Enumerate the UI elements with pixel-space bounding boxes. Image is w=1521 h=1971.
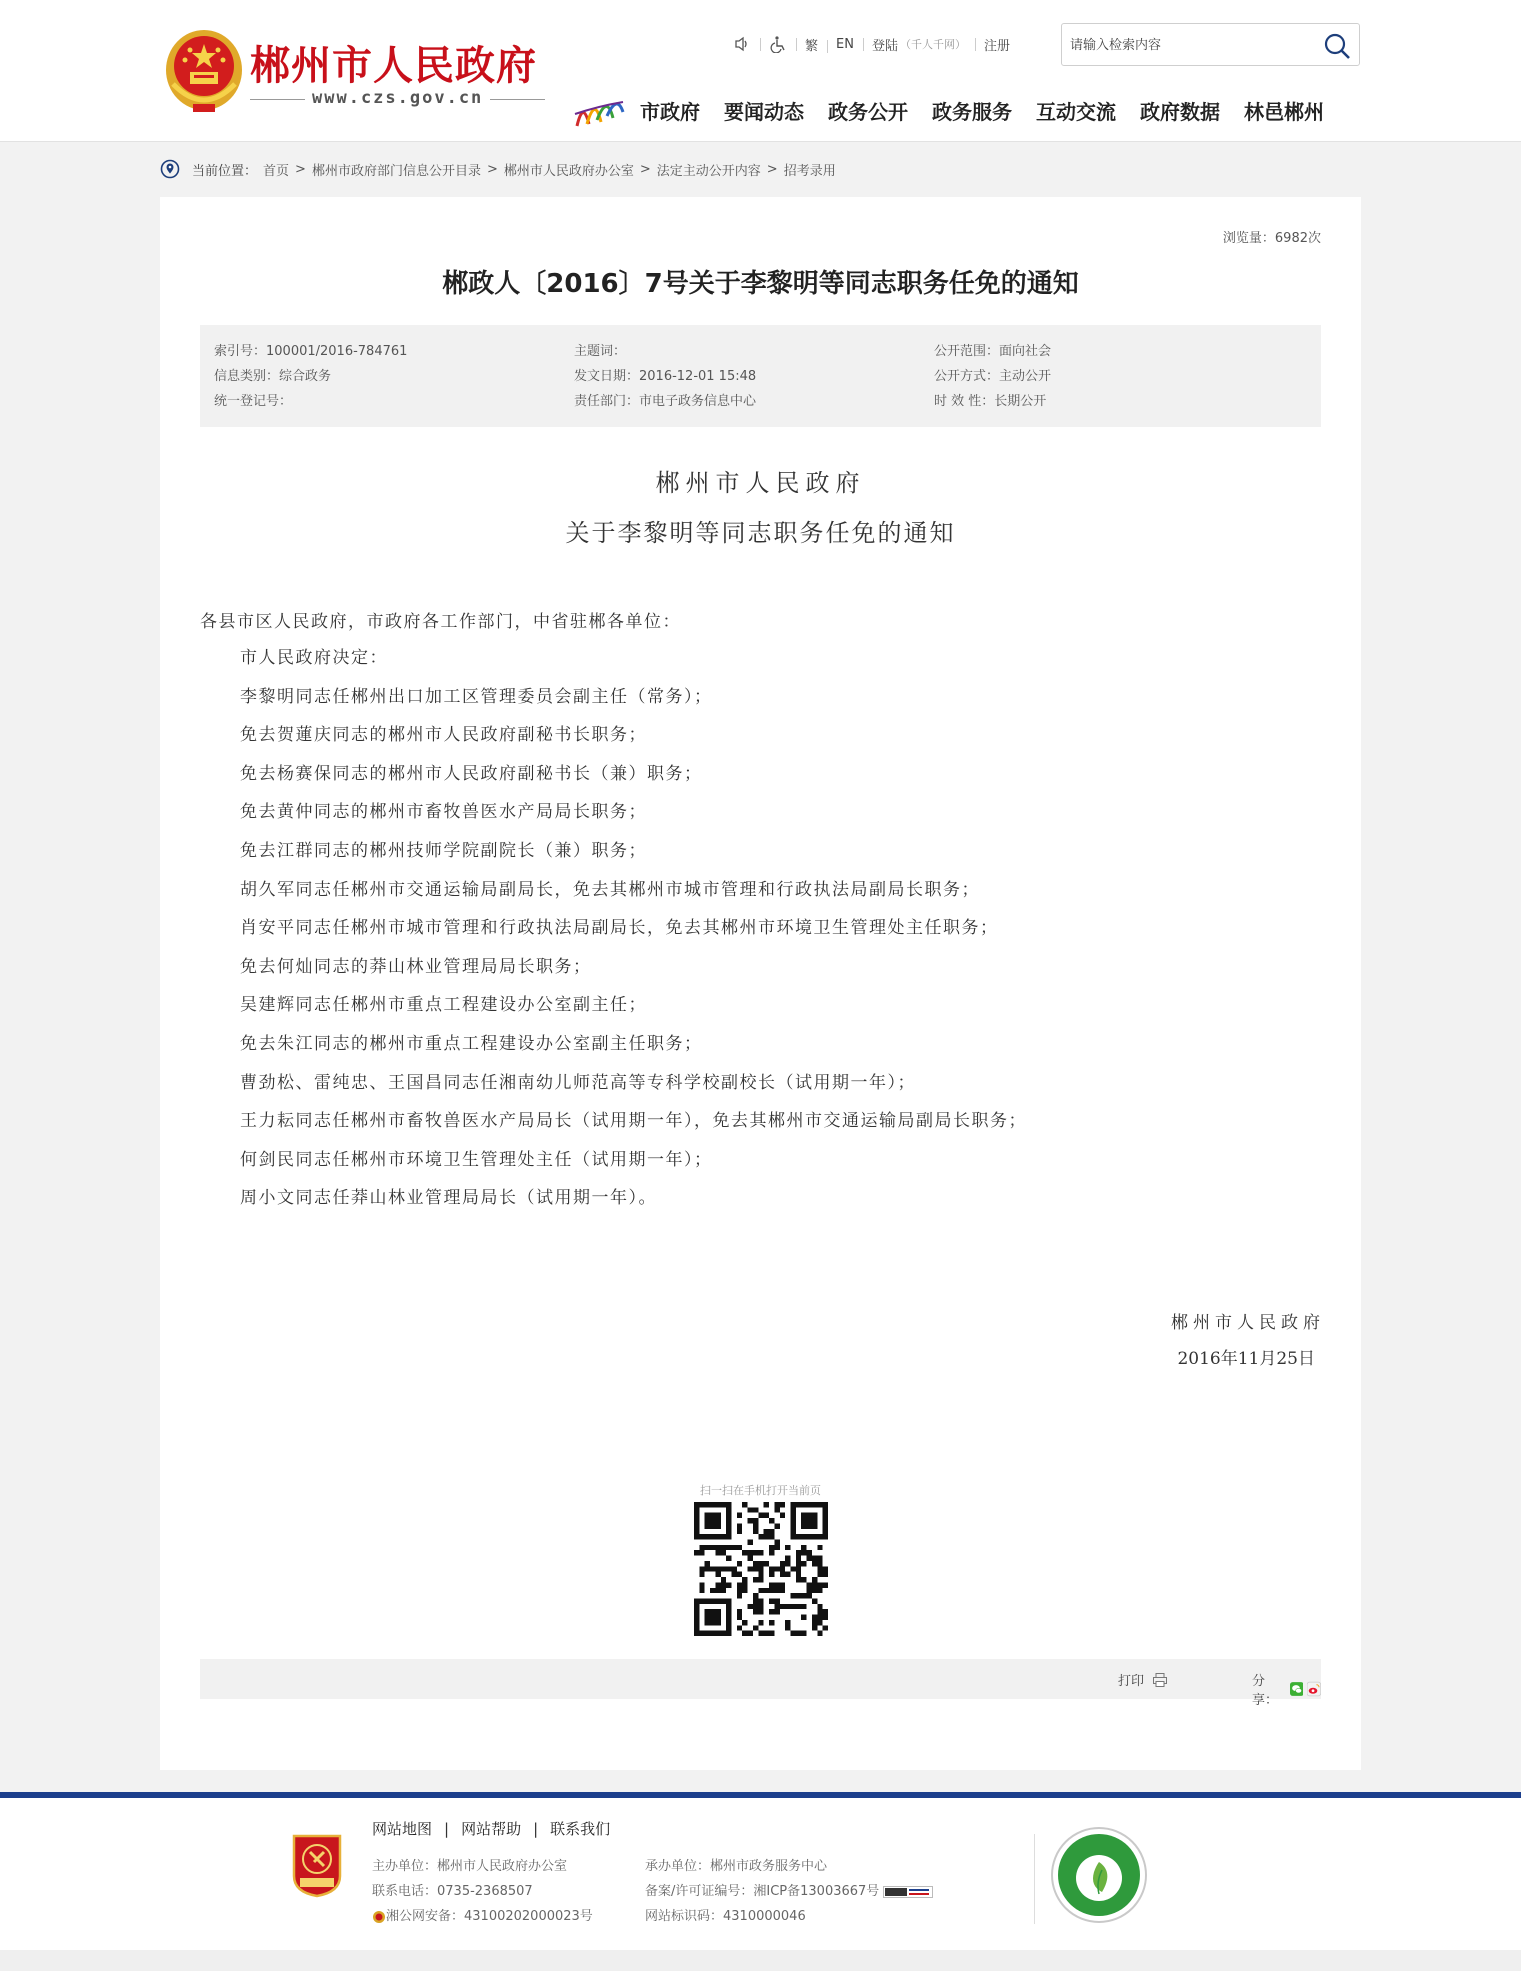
breadcrumb-separator: > [766, 161, 778, 177]
signature-date: 2016年11月25日 [1177, 1349, 1315, 1369]
meta-subject: 主题词： [574, 344, 627, 359]
article-title: 郴政人〔2016〕7号关于李黎明等同志职务任免的通知 [442, 269, 1079, 299]
search-icon[interactable] [1323, 32, 1351, 60]
meta-validity: 时 效 性：长期公开 [934, 394, 1047, 409]
print-button[interactable] [1118, 1670, 1168, 1689]
document-paragraph: 曹劲松、雷纯忠、王国昌同志任湘南幼儿师范高等专科学校副校长（试用期一年）； [240, 1072, 916, 1093]
footer-link-separator: | [444, 1819, 450, 1838]
breadcrumb-government-office[interactable]: 郴州市人民政府办公室 [503, 163, 634, 179]
breadcrumb-label: 当前位置： [192, 163, 258, 179]
document-metadata [200, 325, 1321, 427]
document-paragraph: 胡久军同志任郴州市交通运输局副局长，免去其郴州市城市管理和行政执法局副局长职务； [240, 879, 980, 900]
party-government-badge-icon[interactable] [290, 1832, 344, 1898]
meta-method: 公开方式：主动公开 [934, 369, 1052, 384]
meta-scope: 公开范围：面向社会 [934, 344, 1052, 359]
top-utility-links [724, 34, 1019, 54]
footer-host: 主办单位：郴州市人民政府办公室 [372, 1859, 568, 1874]
document-paragraph: 吴建辉同志任郴州市重点工程建设办公室副主任； [240, 995, 647, 1016]
document-paragraph: 肖安平同志任郴州市城市管理和行政执法局副局长，免去其郴州市环境卫生管理处主任职务； [240, 918, 999, 939]
meta-index-no: 索引号：100001/2016-784761 [214, 344, 408, 359]
bottom-strip [0, 1950, 1521, 1971]
document-paragraph: 免去杨赛保同志的郴州市人民政府副秘书长（兼）职务； [240, 763, 703, 784]
footer-divider [1034, 1834, 1035, 1924]
wechat-icon[interactable] [1290, 1681, 1304, 1697]
login-label: 登陆 [871, 38, 898, 54]
signature-org: 郴州市人民政府 [1171, 1313, 1325, 1333]
document-body [200, 605, 1321, 1218]
site-footer [0, 1798, 1521, 1950]
document-paragraph: 周小文同志任莽山林业管理局局长（试用期一年）。 [240, 1188, 657, 1209]
share-group [1252, 1670, 1321, 1708]
footer-help-link[interactable]: 网站帮助 [461, 1820, 522, 1838]
location-pin-icon [160, 159, 180, 179]
weibo-icon[interactable] [1307, 1681, 1321, 1697]
document-paragraph: 免去朱江同志的郴州市重点工程建设办公室副主任职务； [240, 1033, 703, 1054]
breadcrumb-home[interactable]: 首页 [263, 163, 290, 179]
site-title[interactable]: 郴州市人民政府 [250, 43, 537, 89]
register-link[interactable]: 注册 [975, 35, 1019, 54]
meta-registration-no: 统一登记号： [214, 394, 293, 409]
printer-icon [1152, 1672, 1168, 1688]
search-input[interactable] [1070, 32, 1310, 58]
article-panel [160, 197, 1361, 1770]
document-paragraph: 何剑民同志任郴州市环境卫生管理处主任（试用期一年）； [240, 1149, 713, 1170]
share-bar [200, 1659, 1321, 1708]
document-paragraph: 免去何灿同志的莽山林业管理局局长职务； [240, 956, 592, 977]
document-paragraph: 免去贺蓮庆同志的郴州市人民政府副秘书长职务； [240, 725, 647, 746]
site-header [0, 0, 1521, 142]
nav-news[interactable]: 要闻动态 [724, 100, 804, 124]
footer-undertaker: 承办单位：郴州市政务服务中心 [645, 1859, 828, 1874]
footer-icp: 备案/许可证编号：湘ICP备13003667号 [645, 1879, 933, 1904]
meta-department: 责任部门：市电子政务信息中心 [574, 394, 757, 409]
breadcrumb-separator: > [295, 161, 306, 177]
traditional-chinese-link[interactable]: 繁 [796, 35, 827, 54]
accessibility-reader-link[interactable] [724, 35, 760, 53]
nav-government-affairs-disclosure[interactable]: 政务公开 [828, 100, 908, 124]
footer-info-right [645, 1854, 933, 1929]
search-box [1061, 23, 1360, 66]
footer-info-left [372, 1854, 593, 1929]
footer-links [372, 1818, 610, 1839]
footer-phone: 联系电话：0735-2368507 [372, 1884, 533, 1899]
document-paragraph: 李黎明同志任郴州出口加工区管理委员会副主任（常务）； [240, 686, 713, 707]
document-paragraph: 免去黄仲同志的郴州市畜牧兽医水产局局长职务； [240, 802, 647, 823]
police-badge-icon [372, 1910, 386, 1924]
accessibility-mode-link[interactable] [760, 35, 796, 53]
ipv6-badge-icon [883, 1886, 933, 1898]
wheelchair-icon [769, 35, 787, 53]
footer-police-record[interactable]: 湘公网安备：43100202000023号 [372, 1904, 593, 1929]
document-paragraph: 市人民政府决定： [240, 648, 388, 668]
breadcrumb-disclosure-catalog[interactable]: 郴州市政府部门信息公开目录 [311, 163, 481, 179]
footer-contact-link[interactable]: 联系我们 [550, 1820, 611, 1838]
nav-government-data[interactable]: 政府数据 [1140, 100, 1220, 124]
document-heading-org: 郴州市人民政府 [655, 469, 866, 497]
meta-category: 信息类别：综合政务 [214, 369, 332, 384]
print-label: 打印 [1118, 1674, 1145, 1689]
site-domain-text: www.czs.gov.cn [312, 88, 484, 108]
nav-city-government[interactable]: 市政府 [640, 100, 700, 124]
view-count: 浏览量：6982次 [1222, 231, 1321, 246]
document-heading-subject: 关于李黎明等同志职务任免的通知 [565, 519, 956, 547]
national-emblem-icon [163, 24, 245, 114]
breadcrumb-statutory-content[interactable]: 法定主动公开内容 [656, 163, 761, 179]
login-sub-label: （千人千网） [899, 38, 966, 51]
nav-interaction[interactable]: 互动交流 [1036, 100, 1116, 124]
footer-link-separator: | [533, 1819, 539, 1838]
english-link[interactable]: EN [827, 37, 863, 52]
linyi-logo-icon [573, 90, 625, 130]
share-label: 分享： [1252, 1674, 1279, 1708]
login-link[interactable] [863, 35, 975, 54]
breadcrumb [160, 158, 836, 180]
nav-linyi-chenzhou[interactable]: 林邑郴州 [1244, 100, 1324, 124]
breadcrumb-recruitment[interactable]: 招考录用 [783, 163, 836, 179]
qr-code-icon [694, 1502, 828, 1636]
speaker-icon [733, 35, 751, 53]
document-paragraph: 免去江群同志的郴州技师学院副院长（兼）职务； [240, 840, 647, 861]
nav-government-services[interactable]: 政务服务 [932, 100, 1012, 124]
main-nav [640, 96, 1324, 125]
meta-issue-date: 发文日期：2016-12-01 15:48 [574, 369, 757, 384]
qr-code-label: 扫一扫在手机打开当前页 [700, 1484, 821, 1497]
footer-site-id: 网站标识码：4310000046 [645, 1909, 806, 1924]
document-salutation: 各县市区人民政府，市政府各工作部门，中省驻郴各单位： [200, 612, 681, 632]
breadcrumb-separator: > [639, 161, 651, 177]
civilized-website-logo-icon[interactable] [1050, 1826, 1148, 1924]
site-domain [250, 88, 545, 112]
breadcrumb-separator: > [486, 161, 498, 177]
document-paragraph: 王力耘同志任郴州市畜牧兽医水产局局长（试用期一年），免去其郴州市交通运输局副局长职务； [240, 1111, 1027, 1132]
document-signature [1171, 1305, 1325, 1377]
footer-sitemap-link[interactable]: 网站地图 [372, 1820, 433, 1838]
